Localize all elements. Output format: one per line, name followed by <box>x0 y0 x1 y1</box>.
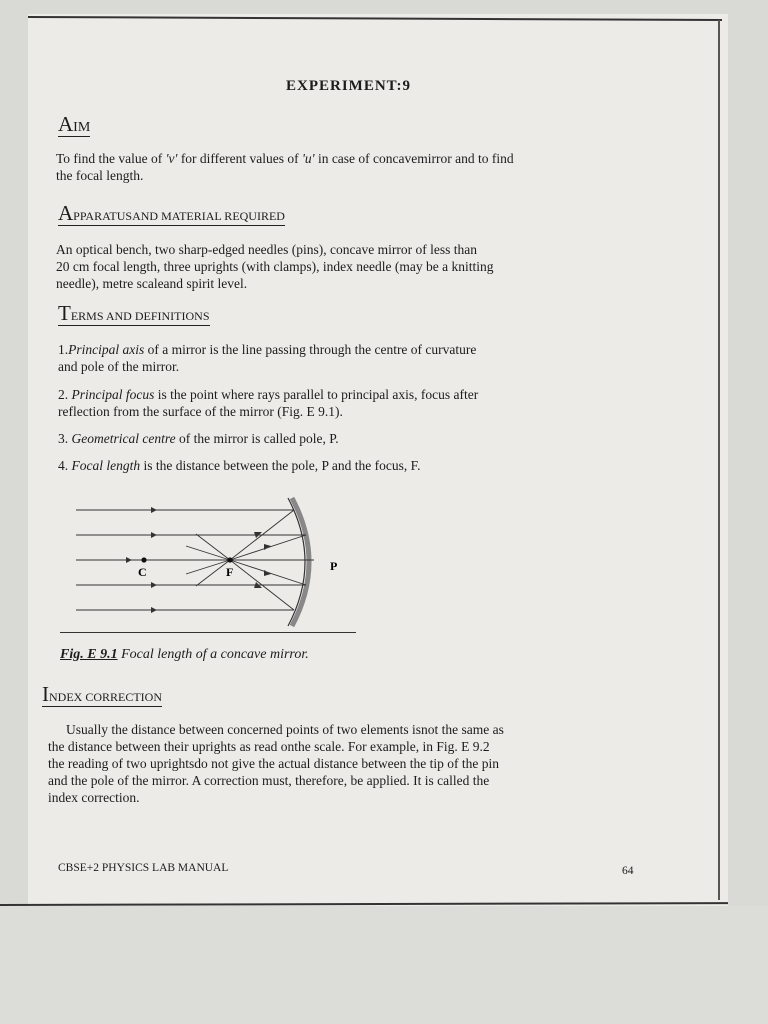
label-p: P <box>330 559 338 573</box>
label-f: F <box>226 565 234 579</box>
term-item-2: 2. Principal focus is the point where rays parallel to principal axis, focus after reflection from the surface of the mirror (Fig. E 9.1). <box>58 387 479 419</box>
centre-point-c <box>141 557 146 562</box>
experiment-title: EXPERIMENT:9 <box>286 78 412 94</box>
page-right-edge <box>718 20 720 900</box>
apparatus-heading: APPARATUSAND MATERIAL REQUIRED <box>58 201 285 225</box>
aim-text: To find the value of 'v' for different values of 'u' in case of concavemirror and to find the focal length. <box>56 151 514 183</box>
terms-heading: TERMS AND DEFINITIONS <box>58 301 210 325</box>
term-item-3: 3. Geometrical centre of the mirror is called pole, P. <box>58 431 339 446</box>
page-number: 64 <box>622 865 634 877</box>
figure-caption: Fig. E 9.1 Focal length of a concave mirror. <box>60 647 309 662</box>
index-text: Usually the distance between concerned points of two elements isnot the same as the distance between their uprights as read onthe scale. For example, in Fig. E 9.2 the reading of two uprightsdo not give the actual distance between the tip of the pin and the pole of the mirror. A correction must, therefore, be applied. It is called the index correction. <box>48 722 504 805</box>
label-c: C <box>138 565 147 579</box>
footer-manual-name: CBSE+2 PHYSICS LAB MANUAL <box>58 862 229 874</box>
term-item-1: 1.Principal axis of a mirror is the line passing through the centre of curvature and pole of the mirror. <box>58 342 477 374</box>
concave-mirror <box>292 498 309 626</box>
term-item-4: 4. Focal length is the distance between the pole, P and the focus, F. <box>58 458 421 473</box>
focus-point-f <box>227 557 232 562</box>
scan-background <box>0 906 768 1024</box>
index-heading: INDEX CORRECTION <box>42 682 162 706</box>
concave-mirror-diagram <box>56 492 356 632</box>
figure-rule <box>60 632 356 633</box>
aim-heading: AIM <box>58 112 91 136</box>
apparatus-text: An optical bench, two sharp-edged needles (pins), concave mirror of less than 20 cm focal length, three uprights (with clamps), index needle (may be a knitting needle), metre scaleand spirit level. <box>56 242 494 291</box>
